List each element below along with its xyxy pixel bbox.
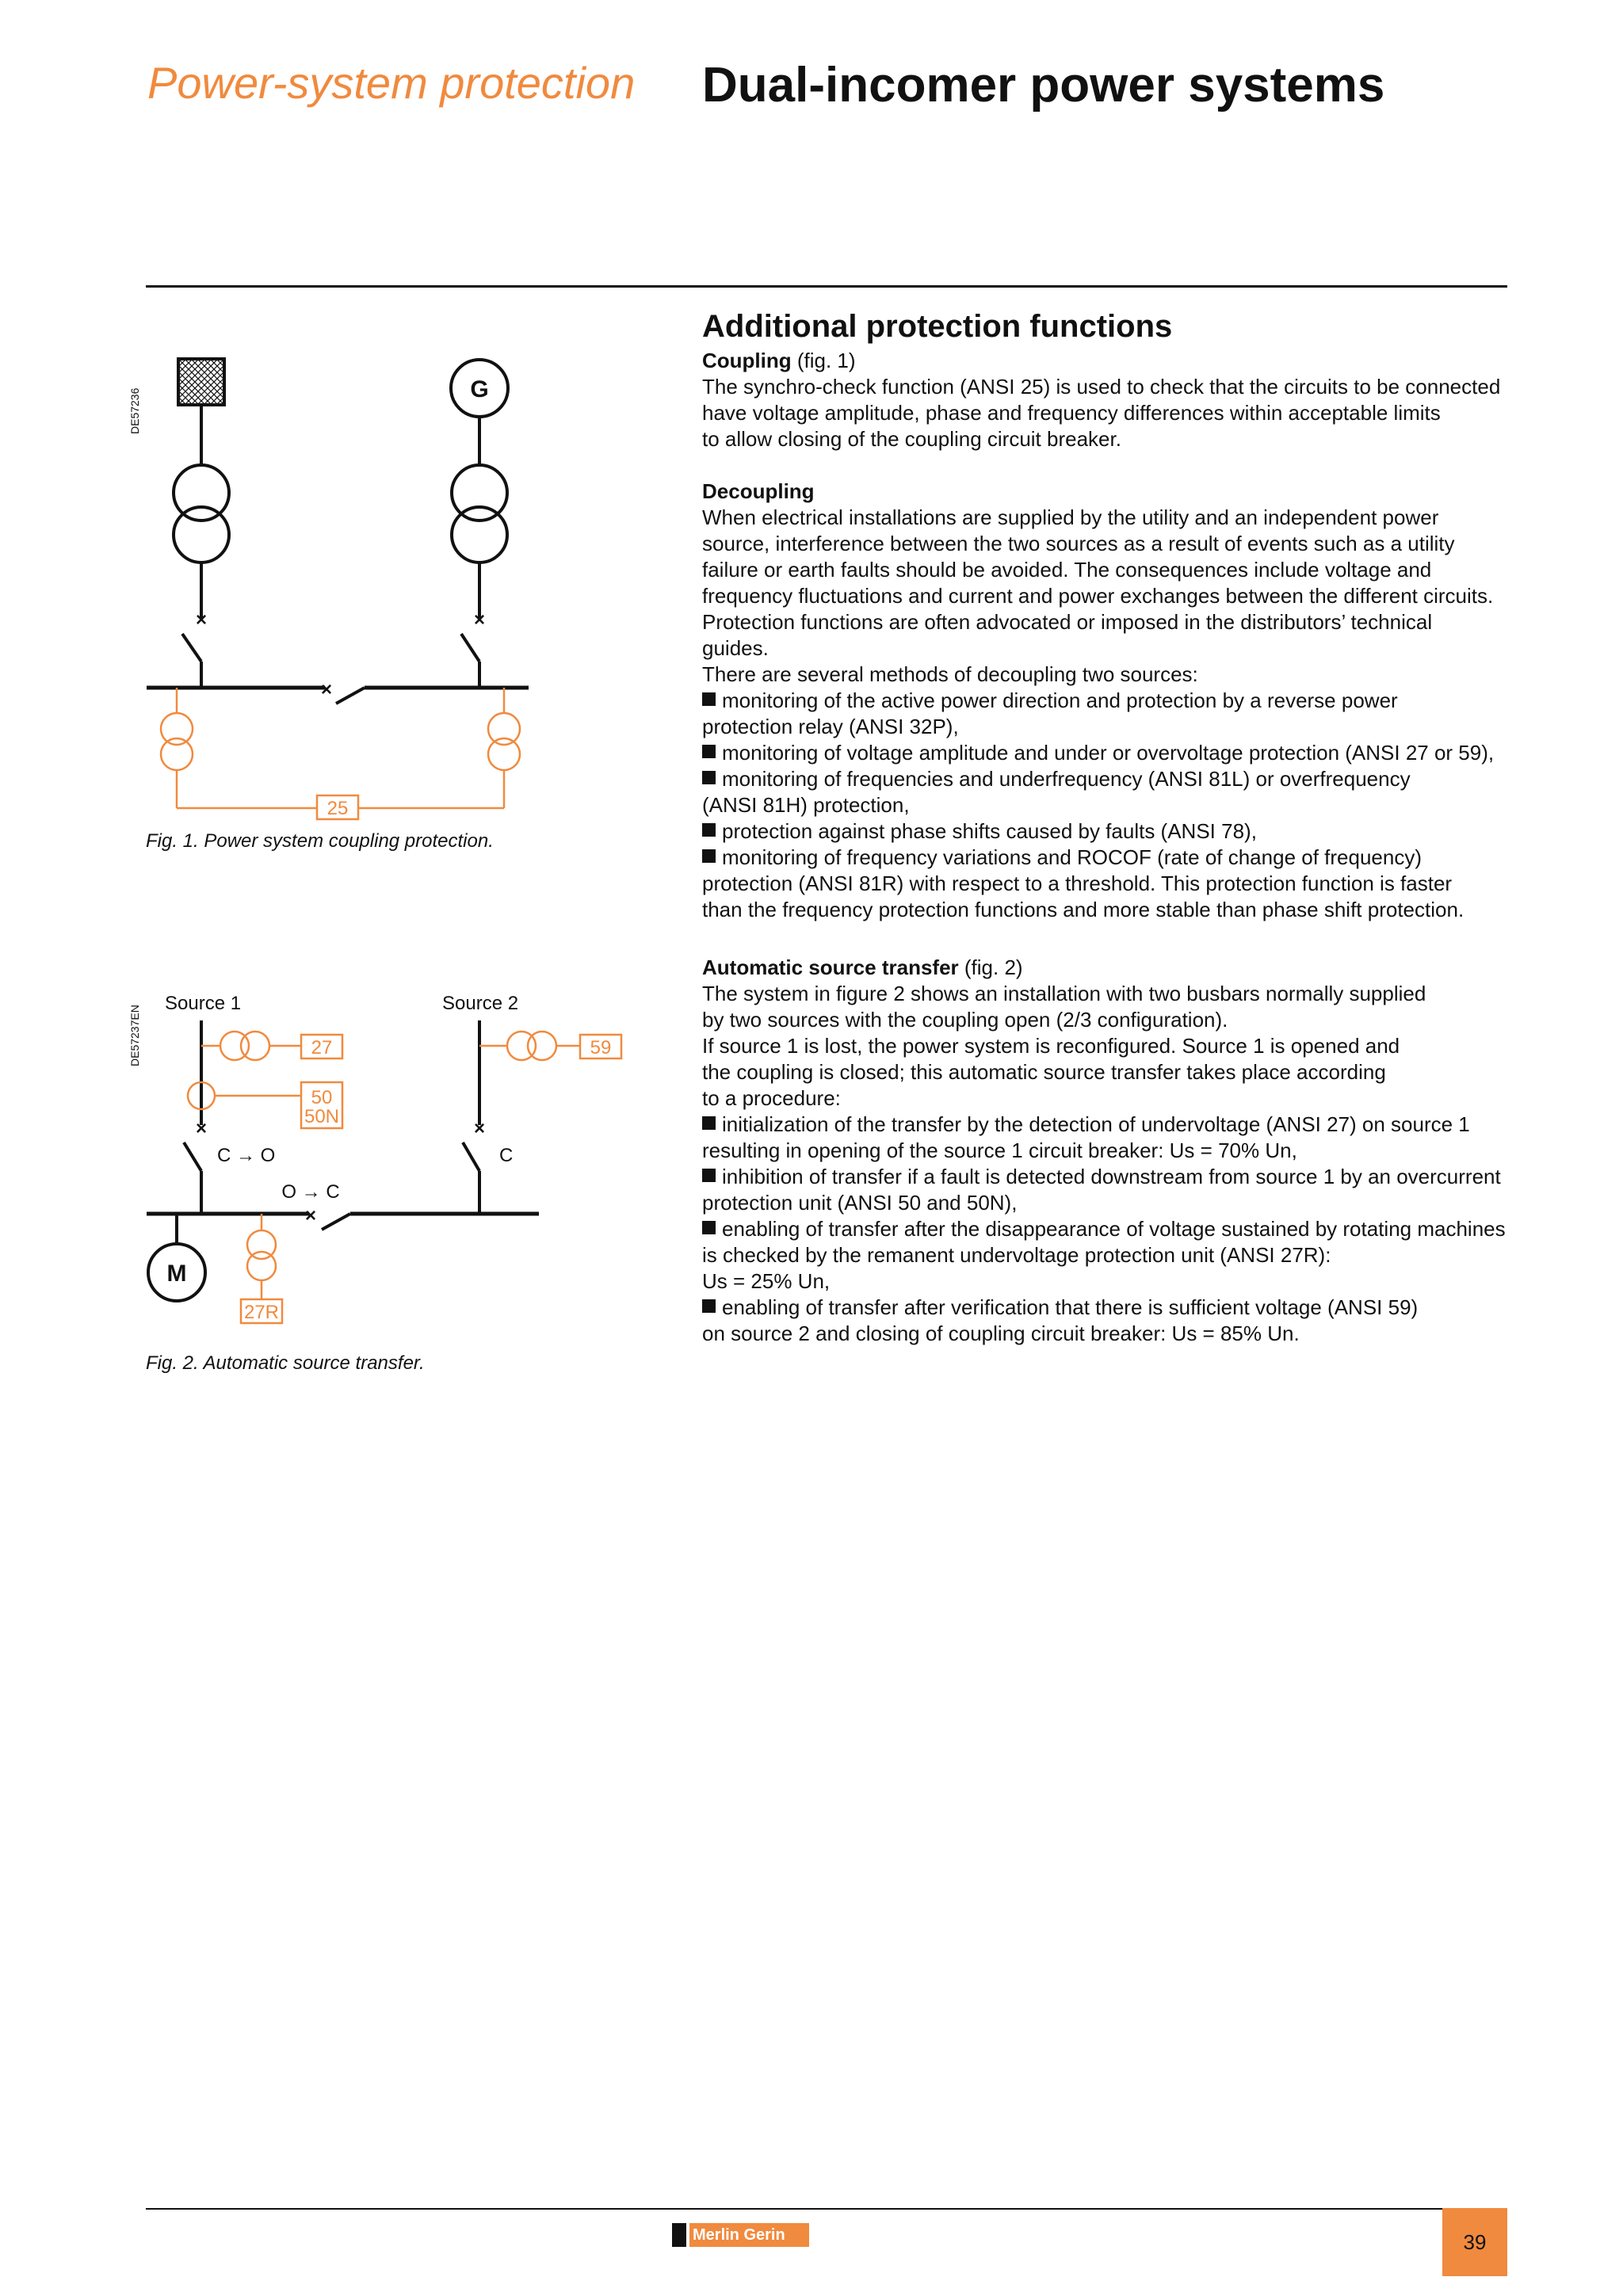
svg-text:×: × — [473, 609, 486, 631]
bullet-item-continuation — [702, 897, 1510, 923]
bullet-text: protection against phase shifts caused by faults (ANSI 78), — [722, 819, 1257, 843]
coupling-breaker — [336, 688, 365, 704]
ast-heading — [702, 955, 1510, 981]
bullet-text: than the frequency protection functions and more stable than phase shift protection. — [702, 898, 1465, 921]
text-line: If source 1 is lost, the power system is reconfigured. Source 1 is opened and — [702, 1034, 1400, 1058]
coupling-heading — [702, 348, 1510, 374]
bullet-item — [702, 1295, 1510, 1321]
transformer-left-secondary — [174, 507, 229, 563]
relay-50n-label: 50N — [304, 1106, 340, 1127]
brand-mark-icon — [672, 2223, 686, 2247]
ast-title: Automatic source transfer — [702, 955, 959, 979]
text-line: The system in figure 2 shows an installation with two busbars normally supplied — [702, 982, 1426, 1005]
brand-name: Merlin Gerin — [689, 2223, 809, 2247]
bullet-item-continuation — [702, 1268, 1510, 1295]
decoupling-body — [702, 505, 1510, 688]
vt-right-upper — [488, 713, 520, 745]
coupling-breaker — [322, 1214, 350, 1230]
text-line: frequency fluctuations and current and power exchanges between the different circuits. — [702, 584, 1494, 608]
section-title: Power-system protection — [147, 58, 636, 108]
text-line: to a procedure: — [702, 1086, 841, 1110]
source-2-breaker-state: C — [499, 1145, 514, 1166]
text-line: source, interference between the two sources as a result of events such as a utility — [702, 532, 1455, 555]
text-column — [702, 305, 1510, 1347]
bullet-item-continuation — [702, 1138, 1510, 1164]
bullet-item-continuation — [702, 1190, 1510, 1216]
figure-1-caption: Fig. 1. Power system coupling protection. — [146, 830, 494, 852]
text-line: to allow closing of the coupling circuit breaker. — [702, 427, 1121, 451]
svg-text:×: × — [195, 609, 208, 631]
bullet-item-continuation — [702, 871, 1510, 897]
relay-59-label: 59 — [590, 1037, 612, 1058]
transformer-left-primary — [174, 465, 229, 521]
relay-25-label: 25 — [327, 798, 349, 819]
text-line: guides. — [702, 636, 769, 660]
transformer-right-primary — [452, 465, 507, 521]
bullet-text: monitoring of the active power direction and protection by a reverse power — [722, 688, 1398, 712]
source-1-label: Source 1 — [165, 993, 242, 1014]
coupling-state: O → C — [281, 1181, 340, 1203]
source-1-breaker-state: C → O — [217, 1145, 276, 1166]
text-line: the coupling is closed; this automatic source transfer takes place according — [702, 1060, 1386, 1084]
bullet-text: resulting in opening of the source 1 circuit breaker: Us = 70% Un, — [702, 1138, 1297, 1162]
breaker-right — [461, 634, 479, 662]
bullet-text: enabling of transfer after verification that there is sufficient voltage (ANSI 59) — [722, 1295, 1419, 1319]
vt-left-lower — [161, 738, 193, 770]
motor-label: M — [166, 1261, 187, 1287]
figure-2-code: DE57237EN — [128, 1005, 141, 1066]
bullet-item — [702, 688, 1510, 714]
figure-1-code: DE57236 — [128, 387, 141, 434]
decoupling-bullets — [702, 688, 1510, 923]
bullet-text: enabling of transfer after the disappearance of voltage sustained by rotating machines — [722, 1217, 1506, 1241]
coupling-body — [702, 374, 1510, 452]
figure-2-diagram — [135, 982, 642, 1347]
bullet-item-continuation — [702, 792, 1510, 818]
relay-27r-label: 27R — [243, 1302, 280, 1323]
bullet-text: is checked by the remanent undervoltage protection unit (ANSI 27R): — [702, 1243, 1331, 1267]
breaker-left — [182, 634, 201, 662]
brand-logo — [672, 2223, 809, 2247]
svg-text:×: × — [473, 1118, 486, 1139]
bullet-text: monitoring of frequency variations and ROCOF (rate of change of frequency) — [722, 845, 1422, 869]
bullet-text: Us = 25% Un, — [702, 1269, 831, 1293]
source-1-breaker — [184, 1142, 201, 1171]
vt-right-lower — [488, 738, 520, 770]
ast-ref: (fig. 2) — [958, 955, 1023, 979]
ast-body — [702, 981, 1510, 1112]
bullet-text: inhibition of transfer if a fault is detected downstream from source 1 by an overcurrent — [722, 1165, 1501, 1188]
coupling-ref: (fig. 1) — [791, 349, 856, 372]
bullet-text: initialization of the transfer by the detection of undervoltage (ANSI 27) on source 1 — [722, 1112, 1470, 1136]
bullet-square-icon — [702, 1169, 716, 1182]
bullet-item — [702, 845, 1510, 871]
bullet-text: monitoring of frequencies and underfrequency (ANSI 81L) or overfrequency — [722, 767, 1411, 791]
bullet-item-continuation — [702, 1242, 1510, 1268]
page-title: Dual-incomer power systems — [702, 58, 1385, 113]
vt-left-upper — [161, 713, 193, 745]
bullet-item-continuation — [702, 714, 1510, 740]
bullet-item — [702, 1216, 1510, 1242]
relay-27-label: 27 — [311, 1037, 333, 1058]
bullet-square-icon — [702, 1116, 716, 1130]
bullet-text: protection relay (ANSI 32P), — [702, 715, 959, 738]
svg-text:×: × — [320, 679, 333, 700]
bullet-item — [702, 818, 1510, 845]
section-heading: Additional protection functions — [702, 309, 1173, 344]
text-line: by two sources with the coupling open (2/3 configuration). — [702, 1008, 1228, 1032]
bullet-square-icon — [702, 771, 716, 784]
source-2-label: Source 2 — [442, 993, 519, 1014]
text-line: There are several methods of decoupling two sources: — [702, 662, 1198, 686]
relay-50-label: 50 — [311, 1087, 333, 1108]
figure-1-diagram — [135, 341, 547, 824]
text-line: failure or earth faults should be avoided. The consequences include voltage and — [702, 558, 1432, 582]
ast-bullets — [702, 1112, 1510, 1347]
figure-2-caption: Fig. 2. Automatic source transfer. — [146, 1352, 425, 1374]
coupling-title: Coupling — [702, 349, 792, 372]
source-2-breaker — [463, 1142, 479, 1171]
text-line: When electrical installations are supplied by the utility and an independent power — [702, 505, 1439, 529]
bullet-item — [702, 740, 1510, 766]
transformer-right-secondary — [452, 507, 507, 563]
bullet-item — [702, 1112, 1510, 1138]
bullet-text: (ANSI 81H) protection, — [702, 793, 910, 817]
bullet-text: protection unit (ANSI 50 and 50N), — [702, 1191, 1018, 1215]
footer-divider — [146, 2208, 1507, 2210]
generator-label: G — [470, 376, 489, 402]
bullet-item — [702, 766, 1510, 792]
bullet-item — [702, 1164, 1510, 1190]
utility-source-symbol — [178, 359, 224, 405]
bullet-square-icon — [702, 1299, 716, 1313]
bullet-square-icon — [702, 849, 716, 863]
bullet-text: on source 2 and closing of coupling circuit breaker: Us = 85% Un. — [702, 1322, 1300, 1345]
text-line: Protection functions are often advocated or imposed in the distributors’ technical — [702, 610, 1433, 634]
decoupling-title: Decoupling — [702, 479, 815, 503]
bullet-item-continuation — [702, 1321, 1510, 1347]
svg-text:×: × — [304, 1205, 317, 1226]
header-divider — [146, 285, 1507, 288]
bullet-square-icon — [702, 745, 716, 758]
text-line: The synchro-check function (ANSI 25) is used to check that the circuits to be connected — [702, 375, 1501, 399]
text-line: have voltage amplitude, phase and frequency differences within acceptable limits — [702, 401, 1441, 425]
bullet-square-icon — [702, 1221, 716, 1234]
bullet-text: monitoring of voltage amplitude and under or overvoltage protection (ANSI 27 or 59), — [722, 741, 1495, 765]
bullet-text: protection (ANSI 81R) with respect to a threshold. This protection function is faster — [702, 871, 1453, 895]
bullet-square-icon — [702, 823, 716, 837]
page-number: 39 — [1442, 2208, 1507, 2276]
svg-text:×: × — [195, 1118, 208, 1139]
bullet-square-icon — [702, 692, 716, 706]
